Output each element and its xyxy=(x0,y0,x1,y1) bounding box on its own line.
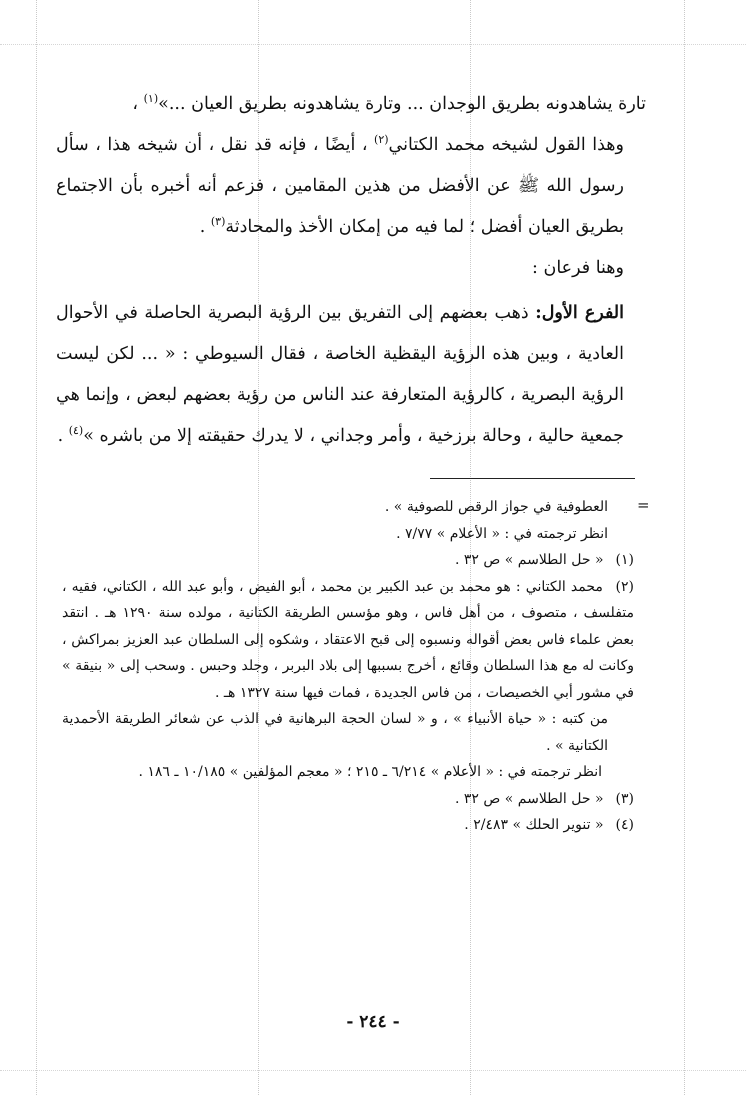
branches-intro: وهنا فرعان : xyxy=(532,258,624,278)
footnote-4 xyxy=(62,812,634,839)
paragraph-branch-one xyxy=(56,293,646,457)
footnotes xyxy=(62,494,634,839)
footnote-ref: (١) xyxy=(143,92,159,106)
paragraph-text: ذهب بعضهم إلى التفريق بين الرؤية البصرية الحاصلة في الأحوال العادية ، وبين هذه الرؤية اليقظية الخاصة ، فقال السيوطي : « ... لكن ليست الرؤية البصرية ، كالرؤية المتعارفة عند الناس من رؤية بعضهم لبعض ، وإنما هي جمعية حالية ، وحالة برزخية ، وأمر وجداني ، لا يدرك حقيقته إلا من باشره » xyxy=(56,303,624,446)
footnote-2 xyxy=(62,574,634,707)
scan-guide-line xyxy=(684,0,685,1095)
footnote-continuation-ref: انظر ترجمته في : « الأعلام » ٧/٧٧ . xyxy=(396,525,608,542)
scan-guide-line xyxy=(36,0,37,1095)
footnote-text: « حل الطلاسم » ص ٣٢ . xyxy=(454,552,604,568)
footnote-number: (٣) xyxy=(615,790,634,807)
footnote-text: « تنوير الحلك » ٢/٤٨٣ . xyxy=(464,817,604,833)
footnote-number: (٢) xyxy=(615,578,635,595)
footnote-text: « حل الطلاسم » ص ٣٢ . xyxy=(454,790,604,807)
continuation-mark: = xyxy=(637,496,650,514)
paragraph-text: ، أيضًا ، فإنه قد نقل ، أن شيخه هذا ، سأل رسول الله ﷺ عن الأفضل من هذين المقامين ، فزعم أنه أخبره بأن الاجتماع بطريق العيان أفضل ؛ لما فيه من إمكان الأخذ والمحادثة xyxy=(56,135,624,237)
punctuation: ، xyxy=(132,94,144,114)
punctuation: . xyxy=(57,426,69,446)
punctuation: . xyxy=(199,217,211,237)
footnote-2-ref: انظر ترجمته في : « الأعلام » ٦/٢١٤ ـ ٢١٥ ؛ « معجم المؤلفين » ١٠/١٨٥ ـ ١٨٦ . xyxy=(138,764,602,780)
page-number: - ٢٤٤ - xyxy=(346,1012,400,1032)
scan-guide-line xyxy=(0,1070,746,1071)
footnote-ref: (٣) xyxy=(210,215,226,229)
quote-text: تارة يشاهدونه بطريق الوجدان ... وتارة يشاهدونه بطريق العيان ...» xyxy=(158,94,646,114)
main-text xyxy=(56,84,646,457)
footnote-ref: (٤) xyxy=(68,424,84,438)
footnote-1 xyxy=(62,547,634,574)
footnote-3 xyxy=(62,786,634,813)
footnote-ref: (٢) xyxy=(374,133,389,147)
scan-guide-line xyxy=(0,44,746,45)
paragraph-kattani xyxy=(56,125,646,248)
footnote-separator xyxy=(430,478,635,479)
footnote-2-books: من كتبه : « حياة الأنبياء » ، و « لسان الحجة البرهانية في الذب عن شعائر الطريقة الأحمدية الكتانية » . xyxy=(62,711,608,754)
paragraph-quote-end xyxy=(56,84,646,125)
branch-heading: الفرع الأول: xyxy=(535,303,624,323)
footnote-text: محمد الكتاني : هو محمد بن عبد الكبير بن محمد ، أبو الفيض ، وأبو عبد الله ، الكتاني، فقيه ، متفلسف ، متصوف ، من أهل فاس ، وهو مؤسس الطريقة الكتانية ، مولده سنة ١٢٩٠ هـ . انتقد بعض علماء فاس بعض أقواله ونسبوه إلى قبح الاعتقاد ، وشكوه إلى السلطان عبد العزيز بمراكش ، وكانت له مع هذا السلطان وقائع ، أخرج بسببها إلى بلاد البربر ، وجلد وحبس . وسحب إلى « بنيقة » في مشور أبي الخصيصات ، من فاس الجديدة ، فمات فيها سنة ١٣٢٧ هـ . xyxy=(62,578,634,701)
footnote-continuation: العطوفية في جواز الرقص للصوفية » . xyxy=(384,499,608,515)
paragraph-text: وهذا القول لشيخه محمد الكتاني xyxy=(388,135,624,155)
footnote-number: (١) xyxy=(615,552,634,568)
footnote-number: (٤) xyxy=(615,817,634,833)
